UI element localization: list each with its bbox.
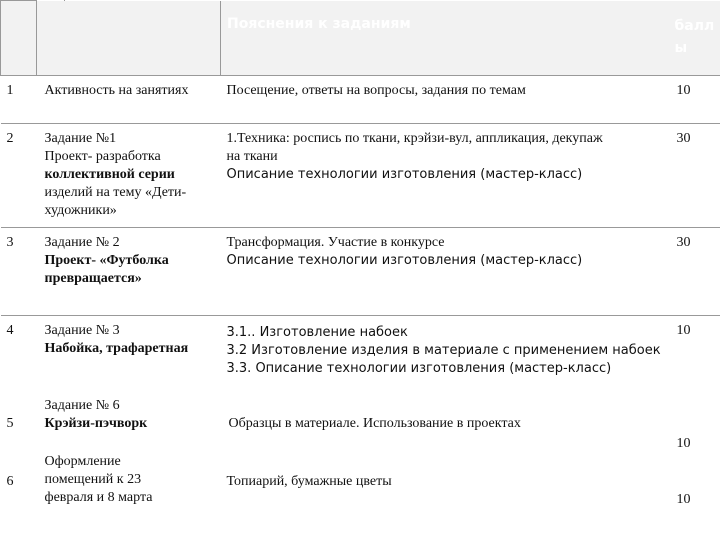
explanation-cell <box>221 123 669 227</box>
task-line: Задание № 2 <box>44 234 120 250</box>
task-line: Крэйзи-пэчворк <box>44 416 148 431</box>
task-line: Активность на занятиях <box>44 82 189 98</box>
task-line: художники» <box>44 202 117 218</box>
row-number: 5 <box>6 416 14 431</box>
header-points-line1: балл <box>674 17 715 34</box>
task-line: Набойка, трафаретная <box>44 340 189 356</box>
explanation-cell <box>221 453 669 533</box>
points-cell: 10 <box>676 82 691 98</box>
points-cell: 10 <box>676 436 691 451</box>
explanation-line: Описание технологии изготовления (мастер-класс) <box>226 252 583 268</box>
task-line: Проект- разработка <box>44 148 161 164</box>
points-cell: 10 <box>676 322 691 338</box>
table-row <box>1 453 720 533</box>
explanation-line: 3.2 Изготовление изделия в материале с применением набоек <box>226 342 661 358</box>
table-row <box>1 75 720 123</box>
explanation-line: Топиарий, бумажные цветы <box>226 474 392 489</box>
explanation-line: Трансформация. Участие в конкурсе <box>226 234 445 250</box>
explanation-cell <box>221 315 669 391</box>
explanation-line: 3.3. Описание технологии изготовления (мастер-класс) <box>226 360 612 376</box>
explanation-cell <box>221 227 669 315</box>
task-line: февраля и 8 марта <box>44 490 153 505</box>
row-number: 4 <box>6 322 14 338</box>
points-cell: 30 <box>676 130 691 146</box>
task-cell <box>37 391 221 453</box>
task-cell <box>37 123 221 227</box>
table-row <box>1 391 720 453</box>
header-explanations: Пояснения к заданиям <box>221 1 669 76</box>
explanation-cell <box>221 75 669 123</box>
explanation-line: Посещение, ответы на вопросы, задания по темам <box>226 82 526 98</box>
header-points-line2: ы <box>674 39 688 56</box>
explanation-line: на ткани <box>226 148 278 164</box>
points-cell: 30 <box>676 234 691 250</box>
table-row <box>1 227 720 315</box>
task-line: изделий на тему «Дети- <box>44 184 187 200</box>
row-number: 2 <box>6 130 14 146</box>
row-number: 3 <box>6 234 14 250</box>
task-line: Задание №1 <box>44 130 117 146</box>
table-header-row <box>1 1 720 76</box>
row-number: 6 <box>6 474 14 489</box>
table-row <box>1 123 720 227</box>
task-line: Задание № 3 <box>44 322 120 338</box>
explanation-line: Описание технологии изготовления (мастер-класс) <box>226 166 583 182</box>
task-cell <box>37 315 221 391</box>
header-cell-task <box>37 1 221 76</box>
explanation-line: 1.Техника: роспись по ткани, крэйзи-вул, аппликация, декупаж <box>226 130 603 146</box>
header-cell-num <box>1 1 37 76</box>
task-cell <box>37 227 221 315</box>
task-line: превращается» <box>44 270 142 286</box>
explanation-cell <box>221 391 669 453</box>
task-line: Оформление <box>44 454 121 469</box>
task-line: помещений к 23 <box>44 472 142 487</box>
task-line: коллективной серии <box>44 166 175 182</box>
explanation-line: Образцы в материале. Использование в проектах <box>228 416 521 431</box>
points-cell: 10 <box>676 492 691 507</box>
explanation-line: 3.1.. Изготовление набоек <box>226 324 408 340</box>
task-line: Проект- «Футболка <box>44 252 169 268</box>
task-line: Задание № 6 <box>44 398 120 413</box>
row-number: 1 <box>6 82 14 98</box>
header-points <box>669 1 720 76</box>
task-cell <box>37 453 221 533</box>
table-row <box>1 315 720 391</box>
task-cell <box>37 75 221 123</box>
